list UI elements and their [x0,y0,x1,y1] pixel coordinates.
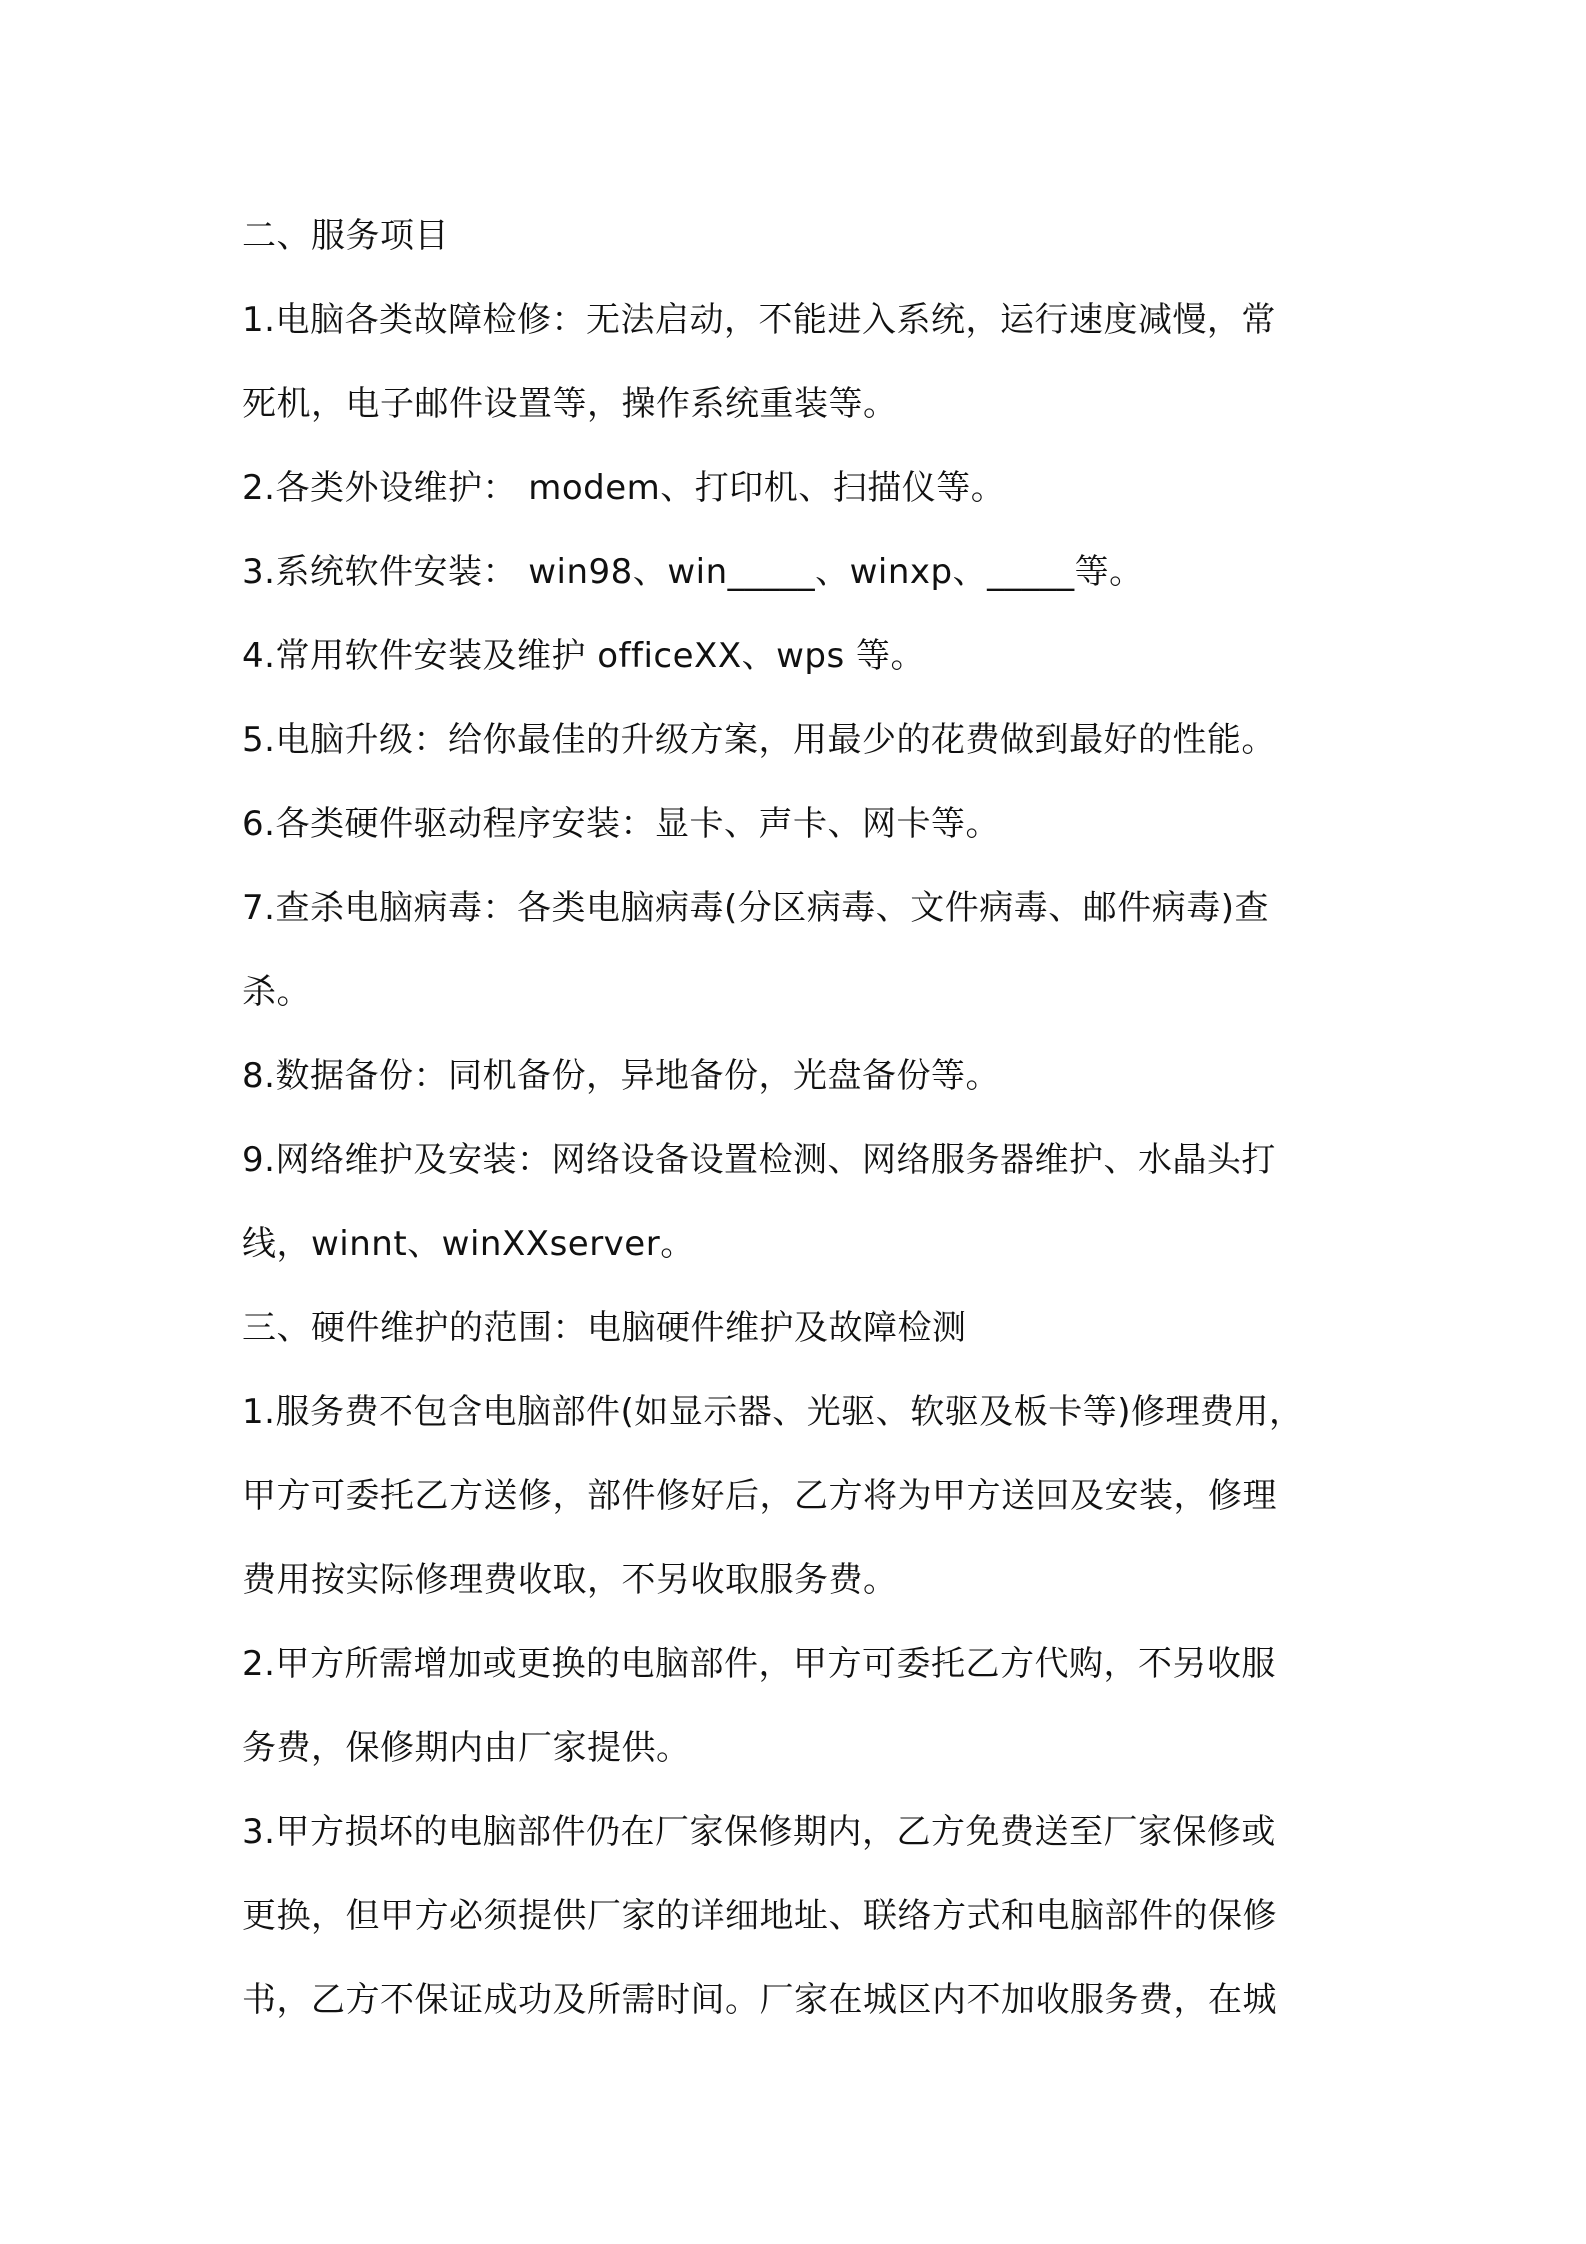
section-heading-hardware-scope: 三、硬件维护的范围：电脑硬件维护及故障检测 [242,1308,967,1348]
paragraph-line: 5.电脑升级：给你最佳的升级方案，用最少的花费做到最好的性能。 [242,720,1276,760]
paragraph-line: 费用按实际修理费收取，不另收取服务费。 [242,1560,898,1600]
section-heading-services: 二、服务项目 [242,216,449,256]
paragraph-line: 甲方可委托乙方送修，部件修好后，乙方将为甲方送回及安装，修理 [242,1476,1277,1516]
paragraph-line: 杀。 [242,972,311,1012]
paragraph-line: 4.常用软件安装及维护 officeXX、wps 等。 [242,636,926,676]
paragraph-line: 2.甲方所需增加或更换的电脑部件，甲方可委托乙方代购，不另收服 [242,1644,1276,1684]
paragraph-line: 更换，但甲方必须提供厂家的详细地址、联络方式和电脑部件的保修 [242,1896,1277,1936]
paragraph-line: 3.甲方损坏的电脑部件仍在厂家保修期内，乙方免费送至厂家保修或 [242,1812,1276,1852]
paragraph-line: 6.各类硬件驱动程序安装：显卡、声卡、网卡等。 [242,804,1000,844]
paragraph-line: 2.各类外设维护： modem、打印机、扫描仪等。 [242,468,1006,508]
paragraph-line: 7.查杀电脑病毒：各类电脑病毒(分区病毒、文件病毒、邮件病毒)查 [242,888,1269,928]
paragraph-line: 死机，电子邮件设置等，操作系统重装等。 [242,384,898,424]
paragraph-line: 1.服务费不包含电脑部件(如显示器、光驱、软驱及板卡等)修理费用， [242,1392,1304,1432]
paragraph-line: 线，winnt、winXXserver。 [242,1224,695,1264]
paragraph-line: 务费，保修期内由厂家提供。 [242,1728,691,1768]
paragraph-line: 书，乙方不保证成功及所需时间。厂家在城区内不加收服务费，在城 [242,1980,1277,2020]
paragraph-line: 8.数据备份：同机备份，异地备份，光盘备份等。 [242,1056,1000,1096]
paragraph-line: 9.网络维护及安装：网络设备设置检测、网络服务器维护、水晶头打 [242,1140,1276,1180]
document-body [242,194,1362,2042]
paragraph-line: 1.电脑各类故障检修：无法启动，不能进入系统，运行速度减慢，常 [242,300,1276,340]
paragraph-line: 3.系统软件安装： win98、win_____、winxp、_____等。 [242,552,1144,592]
